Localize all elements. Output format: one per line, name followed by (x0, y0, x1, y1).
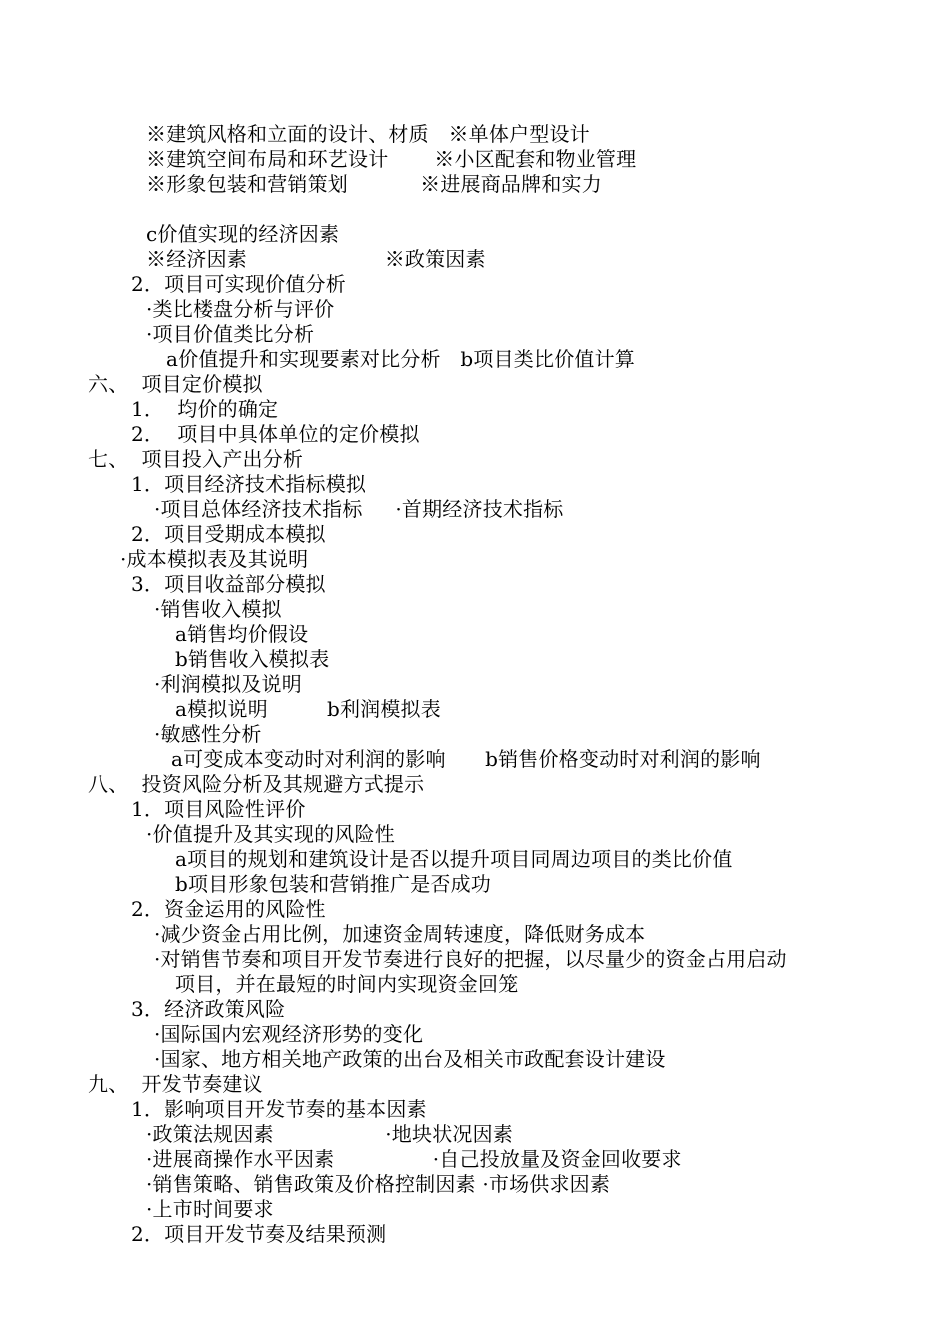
section-heading: 八、 投资风险分析及其规避方式提示 (88, 772, 425, 796)
section-heading: 九、 开发节奏建议 (88, 1072, 263, 1096)
text-line: ※建筑空间布局和环艺设计 ※小区配套和物业管理 (146, 147, 637, 171)
text-line: a可变成本变动时对利润的影响 b销售价格变动时对利润的影响 (171, 747, 761, 771)
text-line: ·对销售节奏和项目开发节奏进行良好的把握，以尽量少的资金占用启动 (154, 947, 787, 971)
text-line: ※形象包装和营销策划 ※进展商品牌和实力 (146, 172, 602, 196)
text-line: ·上市时间要求 (146, 1197, 274, 1221)
text-line: a项目的规划和建筑设计是否以提升项目同周边项目的类比价值 (175, 847, 733, 871)
text-line: ·敏感性分析 (154, 722, 262, 746)
subsection-heading: 3．项目收益部分模拟 (131, 572, 326, 596)
subsection-heading: 2． 项目中具体单位的定价模拟 (131, 422, 420, 446)
text-line: a模拟说明 b利润模拟表 (175, 697, 441, 721)
text-line: ·销售策略、销售政策及价格控制因素 ·市场供求因素 (146, 1172, 611, 1196)
text-line: b项目形象包装和营销推广是否成功 (175, 872, 492, 896)
subsection-heading: 2．项目可实现价值分析 (131, 272, 346, 296)
subsection-heading: 1． 均价的确定 (131, 397, 279, 421)
text-line: a销售均价假设 (175, 622, 309, 646)
text-line: ·项目总体经济技术指标 ·首期经济技术指标 (154, 497, 564, 521)
text-line: c价值实现的经济因素 (146, 222, 340, 246)
text-line: b销售收入模拟表 (175, 647, 330, 671)
text-line: ·利润模拟及说明 (154, 672, 302, 696)
text-line: a价值提升和实现要素对比分析 b项目类比价值计算 (166, 347, 635, 371)
subsection-heading: 3．经济政策风险 (131, 997, 286, 1021)
subsection-heading: 1．项目风险性评价 (131, 797, 306, 821)
text-line: 项目，并在最短的时间内实现资金回笼 (175, 972, 519, 996)
text-line: ·成本模拟表及其说明 (120, 547, 309, 571)
subsection-heading: 1．影响项目开发节奏的基本因素 (131, 1097, 427, 1121)
text-line: ·销售收入模拟 (154, 597, 282, 621)
text-line: ·价值提升及其实现的风险性 (146, 822, 395, 846)
text-line: ·类比楼盘分析与评价 (146, 297, 335, 321)
section-heading: 六、 项目定价模拟 (88, 372, 263, 396)
subsection-heading: 2．项目受期成本模拟 (131, 522, 326, 546)
subsection-heading: 2．资金运用的风险性 (131, 897, 326, 921)
text-line: ·国家、地方相关地产政策的出台及相关市政配套设计建设 (154, 1047, 666, 1071)
section-heading: 七、 项目投入产出分析 (88, 447, 304, 471)
text-line: ·进展商操作水平因素 ·自己投放量及资金回收要求 (146, 1147, 682, 1171)
text-line: ·国际国内宏观经济形势的变化 (154, 1022, 424, 1046)
text-line: ·政策法规因素 ·地块状况因素 (146, 1122, 513, 1146)
subsection-heading: 1．项目经济技术指标模拟 (131, 472, 367, 496)
text-line: ·项目价值类比分析 (146, 322, 315, 346)
subsection-heading: 2．项目开发节奏及结果预测 (131, 1222, 387, 1246)
text-line: ·减少资金占用比例，加速资金周转速度，降低财务成本 (154, 922, 646, 946)
text-line: ※建筑风格和立面的设计、材质 ※单体户型设计 (146, 122, 590, 146)
text-line: ※经济因素 ※政策因素 (146, 247, 486, 271)
